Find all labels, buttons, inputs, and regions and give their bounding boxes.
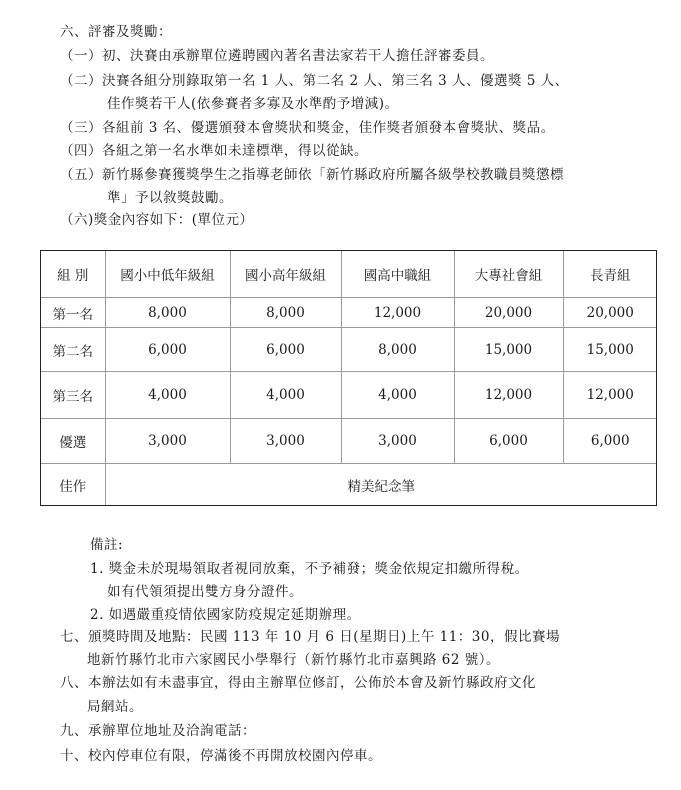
item-1: （一）初、決賽由承辦單位遴聘國內著名書法家若干人擔任評審委員。 <box>60 48 494 64</box>
section-6-heading: 六、評審及獎勵： <box>60 24 172 40</box>
prize-cell: 4,000 <box>341 372 454 419</box>
section-8-line-1: 八、本辦法如有未盡事宜，得由主辦單位修訂，公佈於本會及新竹縣政府文化 <box>60 675 536 691</box>
row-label: 第一名 <box>41 298 105 328</box>
header-cell: 國小高年級組 <box>230 251 341 298</box>
note-2: 2. 如遇嚴重疫情依國家防疫規定延期辦理。 <box>90 607 361 623</box>
prize-cell: 4,000 <box>230 372 341 419</box>
prize-cell: 8,000 <box>341 328 454 372</box>
table-row <box>41 419 657 464</box>
prize-cell: 6,000 <box>230 328 341 372</box>
prize-cell: 8,000 <box>230 298 341 328</box>
prize-cell: 6,000 <box>454 419 563 464</box>
section-10: 十、校內停車位有限，停滿後不再開放校園內停車。 <box>60 748 382 764</box>
item-5-line-2: 準」予以敘獎鼓勵。 <box>107 190 233 206</box>
item-4: （四）各組之第一名水準如未達標準，得以從缺。 <box>60 143 368 159</box>
prize-cell: 20,000 <box>563 298 657 328</box>
notes-title: 備註: <box>90 537 124 553</box>
honorable-prize-cell: 精美紀念筆 <box>105 464 657 507</box>
prize-cell: 20,000 <box>454 298 563 328</box>
section-7-line-2: 地新竹縣竹北市六家國民小學舉行（新竹縣竹北市嘉興路 62 號）。 <box>87 652 501 668</box>
header-cell: 長青組 <box>563 251 657 298</box>
item-6: （六)獎金內容如下：(單位元） <box>60 212 254 228</box>
table-row <box>41 372 657 419</box>
row-label: 佳作 <box>41 464 105 507</box>
prize-cell: 8,000 <box>105 298 230 328</box>
item-2-line-2: 佳作獎若干人(依參賽者多寡及水準酌予增減)。 <box>107 96 399 112</box>
section-9: 九、承辦單位地址及洽詢電話： <box>60 723 256 739</box>
row-label: 優選 <box>41 419 105 464</box>
prize-cell: 15,000 <box>454 328 563 372</box>
table-row <box>41 298 657 328</box>
note-1-continued: 如有代領須提出雙方身分證件。 <box>107 584 303 600</box>
prize-cell: 12,000 <box>563 372 657 419</box>
prize-table <box>41 251 657 506</box>
prize-cell: 3,000 <box>105 419 230 464</box>
item-2-line-1: （二）決賽各組分別錄取第一名 1 人、第二名 2 人、第三名 3 人、優選獎 5 人、 <box>60 73 569 89</box>
prize-cell: 4,000 <box>105 372 230 419</box>
header-cell: 組 別 <box>57 268 89 284</box>
prize-cell: 12,000 <box>341 298 454 328</box>
prize-cell: 15,000 <box>563 328 657 372</box>
row-label: 第二名 <box>41 328 105 372</box>
prize-cell: 3,000 <box>341 419 454 464</box>
row-label: 第三名 <box>41 372 105 419</box>
item-3: （三）各組前 3 名、優選頒發本會獎狀和獎金，佳作獎者頒發本會獎狀、獎品。 <box>60 120 555 136</box>
header-cell: 國高中職組 <box>341 251 454 298</box>
section-8-line-2: 局網站。 <box>87 699 143 715</box>
prize-cell: 6,000 <box>563 419 657 464</box>
header-cell: 大專社會組 <box>454 251 563 298</box>
table-row <box>41 328 657 372</box>
header-cell: 國小中低年級組 <box>105 251 230 298</box>
prize-cell: 3,000 <box>230 419 341 464</box>
table-header-row <box>41 251 657 298</box>
section-7-line-1: 七、頒獎時間及地點：民國 113 年 10 月 6 日(星期日)上午 11：30，假比賽場 <box>60 629 560 645</box>
table-row <box>41 464 657 507</box>
item-5-line-1: （五）新竹縣參賽獲獎學生之指導老師依「新竹縣政府所屬各級學校教職員獎懲標 <box>60 167 564 183</box>
note-1: 1. 獎金未於現場領取者視同放棄，不予補發；獎金依規定扣繳所得稅。 <box>90 561 529 577</box>
prize-cell: 12,000 <box>454 372 563 419</box>
prize-cell: 6,000 <box>105 328 230 372</box>
